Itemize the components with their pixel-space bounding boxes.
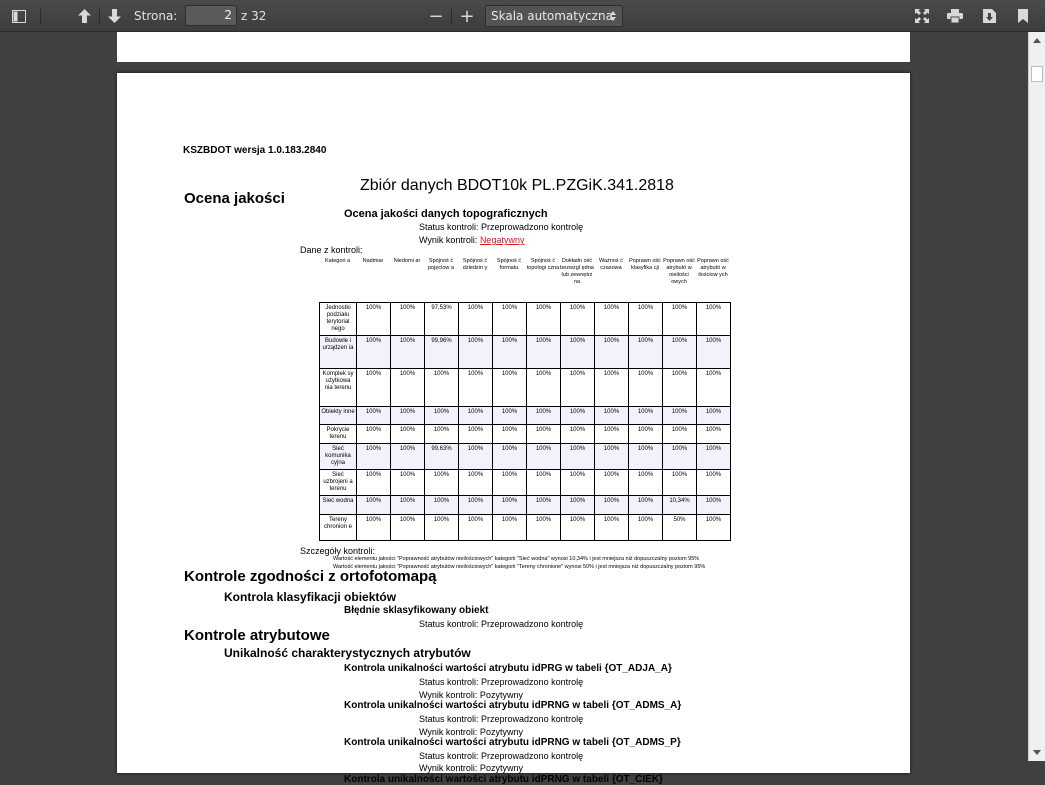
- value-cell: 100%: [391, 336, 425, 369]
- version-text: KSZBDOT wersja 1.0.183.2840: [183, 145, 327, 156]
- value-cell: 100%: [357, 496, 391, 515]
- value-cell: 100%: [357, 425, 391, 444]
- pdf-page-current: [117, 73, 910, 785]
- value-cell: 100%: [527, 425, 561, 444]
- value-cell: 100%: [595, 515, 629, 541]
- value-cell: 50%: [663, 515, 697, 541]
- value-cell: 100%: [629, 470, 663, 496]
- value-cell: 100%: [493, 470, 527, 496]
- quality-result: [419, 235, 524, 245]
- value-cell: 100%: [425, 515, 459, 541]
- value-cell: 100%: [425, 407, 459, 425]
- value-cell: 100%: [459, 425, 493, 444]
- table-row: [320, 444, 731, 470]
- category-cell: Jednostki podziału terytorial nego: [320, 303, 357, 336]
- value-cell: 100%: [663, 407, 697, 425]
- control-data-label: Dane z kontroli:: [300, 245, 363, 255]
- table-row: [320, 425, 731, 444]
- value-cell: 100%: [425, 369, 459, 407]
- section-heading-ortho: Kontrole zgodności z ortofotomapą: [184, 568, 437, 585]
- value-cell: 100%: [391, 369, 425, 407]
- result-negative[interactable]: Negatywny: [479, 235, 525, 245]
- scrollbar-thumb[interactable]: [1031, 66, 1043, 82]
- dataset-title: Zbiór danych BDOT10k PL.PZGiK.341.2818: [360, 177, 674, 194]
- value-cell: 97,53%: [425, 303, 459, 336]
- page-number-input[interactable]: 2: [185, 5, 237, 26]
- section-heading-attributes: Kontrole atrybutowe: [184, 627, 330, 644]
- value-cell: 100%: [561, 444, 595, 470]
- value-cell: 100%: [629, 336, 663, 369]
- value-cell: 100%: [561, 515, 595, 541]
- detail-line: Wartość elementu jakości "Poprawność atrybutów nieilościowych" kategorii "Sieć wodna" wynosi 10,34% i jest mniejsza niż dopuszczalny poziom 95%: [333, 556, 700, 562]
- value-cell: 100%: [357, 303, 391, 336]
- value-cell: 100%: [459, 515, 493, 541]
- table-row: [320, 515, 731, 541]
- value-cell: 100%: [357, 470, 391, 496]
- print-icon: [947, 9, 963, 23]
- column-header: Spójnoś ć topologi czna: [526, 258, 560, 271]
- quality-subheading: Ocena jakości danych topograficznych: [344, 208, 548, 220]
- value-cell: 100%: [425, 496, 459, 515]
- value-cell: 100%: [697, 470, 731, 496]
- attributes-subheading: Unikalność charakterystycznych atrybutów: [224, 646, 471, 660]
- section-heading-quality: Ocena jakości: [184, 190, 285, 207]
- pdf-toolbar: [0, 0, 1045, 32]
- value-cell: 100%: [493, 407, 527, 425]
- value-cell: 100%: [425, 470, 459, 496]
- ortho-item-status: Status kontroli: Przeprowadzono kontrolę: [419, 619, 584, 629]
- value-cell: 100%: [595, 369, 629, 407]
- attr-check-title: Kontrola unikalności wartości atrybutu idPRNG w tabeli {OT_CIEK}: [344, 774, 663, 785]
- document-viewer[interactable]: [0, 32, 1028, 785]
- ortho-item-title: Błędnie sklasyfikowany obiekt: [344, 605, 489, 616]
- scroll-up-button[interactable]: [1029, 32, 1045, 49]
- table-row: [320, 369, 731, 407]
- value-cell: 100%: [459, 336, 493, 369]
- attr-check-title: Kontrola unikalności wartości atrybutu idPRNG w tabeli {OT_ADMS_A}: [344, 700, 682, 711]
- value-cell: 100%: [629, 303, 663, 336]
- category-cell: Sieć komunika cyjna: [320, 444, 357, 470]
- value-cell: 100%: [663, 336, 697, 369]
- value-cell: 100%: [595, 470, 629, 496]
- quality-status: Status kontroli: Przeprowadzono kontrolę: [419, 222, 584, 232]
- value-cell: 100%: [391, 470, 425, 496]
- vertical-scrollbar[interactable]: [1028, 32, 1045, 761]
- value-cell: 100%: [527, 496, 561, 515]
- value-cell: 99,96%: [425, 336, 459, 369]
- value-cell: 100%: [595, 407, 629, 425]
- value-cell: 100%: [629, 515, 663, 541]
- download-icon: [983, 9, 996, 23]
- category-cell: Komplek sy użytkowa nia terenu: [320, 369, 357, 407]
- value-cell: 99,63%: [425, 444, 459, 470]
- value-cell: 100%: [629, 407, 663, 425]
- attr-check-result: Wynik kontroli: Pozytywny: [419, 690, 523, 700]
- value-cell: 100%: [561, 496, 595, 515]
- presentation-mode-button[interactable]: [910, 0, 934, 32]
- value-cell: 100%: [595, 303, 629, 336]
- pdf-page-previous: [117, 32, 910, 62]
- value-cell: 10,34%: [663, 496, 697, 515]
- scale-select[interactable]: [485, 5, 623, 27]
- triangle-down-icon: [1033, 750, 1041, 755]
- column-header: Poprawn ość atrybutó w ilościow ych: [697, 258, 729, 278]
- value-cell: 100%: [595, 496, 629, 515]
- category-cell: Tereny chronion e: [320, 515, 357, 541]
- attr-check-status: Status kontroli: Przeprowadzono kontrolę: [419, 714, 584, 724]
- value-cell: 100%: [527, 303, 561, 336]
- select-arrows-icon: [610, 11, 616, 21]
- value-cell: 100%: [663, 444, 697, 470]
- attr-check-title: Kontrola unikalności wartości atrybutu idPRNG w tabeli {OT_ADMS_P}: [344, 737, 681, 748]
- column-header: Poprawn ość klasyfika cji: [629, 258, 661, 271]
- value-cell: 100%: [629, 425, 663, 444]
- value-cell: 100%: [391, 303, 425, 336]
- column-header: Spójnoś ć pojęciow a: [428, 258, 454, 271]
- value-cell: 100%: [493, 336, 527, 369]
- print-button[interactable]: [943, 0, 967, 32]
- category-cell: Pokrycie terenu: [320, 425, 357, 444]
- value-cell: 100%: [697, 444, 731, 470]
- value-cell: 100%: [595, 336, 629, 369]
- toolbar-separator: [451, 8, 452, 24]
- value-cell: 100%: [527, 515, 561, 541]
- value-cell: 100%: [459, 496, 493, 515]
- value-cell: 100%: [493, 303, 527, 336]
- category-cell: Sieć wodna: [320, 496, 357, 515]
- value-cell: 100%: [391, 425, 425, 444]
- bookmark-button[interactable]: [1011, 0, 1035, 32]
- detail-line: Wartość elementu jakości "Poprawność atrybutów nieilościowych" kategorii "Tereny chronione" wynosi 50% i jest mniejsza niż dopuszczalny poziom 95%: [333, 564, 706, 570]
- column-header: Dokładn ość bezwzgl ędna lub zewnętrz na: [560, 258, 594, 285]
- scroll-down-button[interactable]: [1029, 744, 1045, 761]
- value-cell: 100%: [357, 444, 391, 470]
- value-cell: 100%: [459, 369, 493, 407]
- attr-check-status: Status kontroli: Przeprowadzono kontrolę: [419, 751, 584, 761]
- zoom-in-button[interactable]: +: [459, 5, 475, 27]
- value-cell: 100%: [595, 425, 629, 444]
- column-header: Spójnoś ć dziedzin y: [462, 258, 488, 271]
- value-cell: 100%: [391, 496, 425, 515]
- value-cell: 100%: [561, 336, 595, 369]
- column-header: Spójnoś ć formatu: [496, 258, 522, 271]
- value-cell: 100%: [561, 425, 595, 444]
- attr-check-title: Kontrola unikalności wartości atrybutu idPRG w tabeli {OT_ADJA_A}: [344, 663, 672, 674]
- value-cell: 100%: [663, 425, 697, 444]
- value-cell: 100%: [527, 369, 561, 407]
- download-button[interactable]: [977, 0, 1001, 32]
- zoom-out-button[interactable]: −: [428, 5, 444, 27]
- value-cell: 100%: [697, 336, 731, 369]
- quality-table: [319, 302, 731, 541]
- details-label: Szczegóły kontroli:: [300, 546, 376, 556]
- value-cell: 100%: [459, 303, 493, 336]
- value-cell: 100%: [493, 369, 527, 407]
- value-cell: 100%: [459, 407, 493, 425]
- table-row: [320, 496, 731, 515]
- value-cell: 100%: [663, 470, 697, 496]
- value-cell: 100%: [697, 425, 731, 444]
- value-cell: 100%: [493, 496, 527, 515]
- table-row: [320, 470, 731, 496]
- value-cell: 100%: [459, 470, 493, 496]
- value-cell: 100%: [357, 369, 391, 407]
- value-cell: 100%: [459, 444, 493, 470]
- value-cell: 100%: [595, 444, 629, 470]
- value-cell: 100%: [357, 515, 391, 541]
- value-cell: 100%: [629, 496, 663, 515]
- toolbar-separator: [99, 8, 100, 24]
- value-cell: 100%: [493, 444, 527, 470]
- value-cell: 100%: [697, 303, 731, 336]
- column-header: Ważnoś ć czasowa: [599, 258, 623, 271]
- value-cell: 100%: [493, 425, 527, 444]
- arrow-up-icon: [78, 9, 91, 23]
- ortho-subheading: Kontrola klasyfikacji obiektów: [224, 590, 397, 604]
- value-cell: 100%: [697, 407, 731, 425]
- table-row: [320, 303, 731, 336]
- table-row: [320, 336, 731, 369]
- column-header: Poprawn ość atrybutó w nieilości owych: [663, 258, 695, 285]
- column-header: Kategori a: [324, 258, 351, 264]
- value-cell: 100%: [391, 444, 425, 470]
- value-cell: 100%: [527, 336, 561, 369]
- page-total: z 32: [241, 9, 267, 23]
- sidebar-toggle-button[interactable]: [6, 0, 32, 32]
- arrow-down-icon: [108, 9, 121, 23]
- value-cell: 100%: [561, 407, 595, 425]
- attr-check-result: Wynik kontroli: Pozytywny: [419, 727, 523, 737]
- fullscreen-icon: [915, 9, 929, 23]
- value-cell: 100%: [527, 407, 561, 425]
- value-cell: 100%: [391, 515, 425, 541]
- value-cell: 100%: [663, 369, 697, 407]
- value-cell: 100%: [697, 369, 731, 407]
- category-cell: Obiekty inne: [320, 407, 357, 425]
- value-cell: 100%: [663, 303, 697, 336]
- scale-value: Skala automatyczna: [491, 9, 613, 23]
- toolbar-separator: [40, 8, 41, 24]
- bookmark-icon: [1018, 9, 1028, 23]
- value-cell: 100%: [561, 470, 595, 496]
- value-cell: 100%: [493, 515, 527, 541]
- category-cell: Budowle i urządzen ia: [320, 336, 357, 369]
- page-label: Strona:: [134, 9, 178, 23]
- value-cell: 100%: [527, 470, 561, 496]
- sidebar-icon: [12, 10, 26, 23]
- attr-check-result: Wynik kontroli: Pozytywny: [419, 763, 523, 773]
- value-cell: 100%: [391, 407, 425, 425]
- value-cell: 100%: [629, 444, 663, 470]
- result-prefix: Wynik kontroli:: [419, 235, 480, 245]
- column-header: Nadmiar: [362, 258, 384, 264]
- value-cell: 100%: [697, 515, 731, 541]
- table-row: [320, 407, 731, 425]
- column-header: Niedomi ar: [393, 258, 421, 264]
- value-cell: 100%: [357, 336, 391, 369]
- previous-page-button[interactable]: [72, 0, 96, 32]
- value-cell: 100%: [697, 496, 731, 515]
- value-cell: 100%: [561, 303, 595, 336]
- triangle-up-icon: [1033, 38, 1041, 43]
- value-cell: 100%: [425, 425, 459, 444]
- attr-check-status: Status kontroli: Przeprowadzono kontrolę: [419, 677, 584, 687]
- value-cell: 100%: [561, 369, 595, 407]
- value-cell: 100%: [629, 369, 663, 407]
- value-cell: 100%: [357, 407, 391, 425]
- category-cell: Sieć uzbrojeni a terenu: [320, 470, 357, 496]
- next-page-button[interactable]: [102, 0, 126, 32]
- value-cell: 100%: [527, 444, 561, 470]
